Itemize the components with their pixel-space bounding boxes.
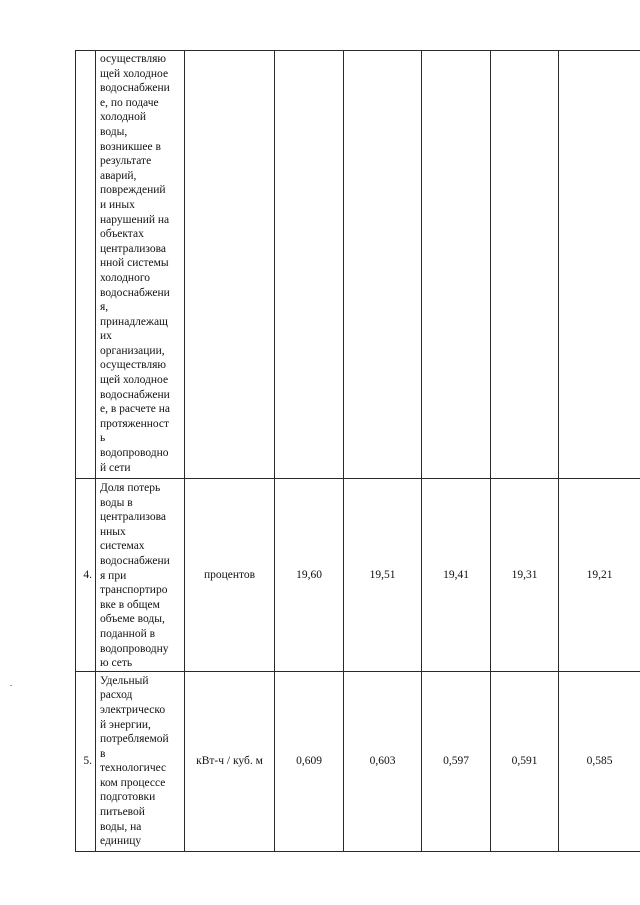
table-row xyxy=(76,51,640,479)
indicators-table xyxy=(75,50,640,852)
value-cell xyxy=(559,51,640,479)
value-cell: 19,51 xyxy=(344,479,422,672)
row-number xyxy=(76,51,96,479)
indicator-description: осуществляю щей холодное водоснабжени е, по подаче холодной воды, возникшее в результате аварий, повреждений и иных нарушений на объектах централизова нной системы холодного водоснабжени я, принадлежащ их организации, осуществляю щей холодное водоснабжени е, в расчете на протяженност ь водопроводно й сети xyxy=(96,51,185,479)
value-cell: 19,41 xyxy=(422,479,491,672)
value-cell: 0,597 xyxy=(422,671,491,851)
scan-artifact xyxy=(10,685,12,686)
indicator-description: Доля потерь воды в централизова нных системах водоснабжени я при транспортиро вке в общем объеме воды, поданной в водопроводну ю сеть xyxy=(96,479,185,672)
table-row xyxy=(76,479,640,672)
unit-cell: кВт-ч / куб. м xyxy=(185,671,275,851)
value-cell: 0,609 xyxy=(275,671,344,851)
row-number: 4. xyxy=(76,479,96,672)
table-row xyxy=(76,671,640,851)
value-cell xyxy=(491,51,559,479)
unit-cell xyxy=(185,51,275,479)
value-cell: 19,21 xyxy=(559,479,640,672)
value-cell xyxy=(422,51,491,479)
unit-cell: процентов xyxy=(185,479,275,672)
value-cell: 19,60 xyxy=(275,479,344,672)
value-cell: 19,31 xyxy=(491,479,559,672)
value-cell xyxy=(344,51,422,479)
row-number: 5. xyxy=(76,671,96,851)
value-cell: 0,585 xyxy=(559,671,640,851)
indicator-description: Удельный расход электрическо й энергии, потребляемой в технологичес ком процессе подготовки питьевой воды, на единицу xyxy=(96,671,185,851)
value-cell xyxy=(275,51,344,479)
value-cell: 0,603 xyxy=(344,671,422,851)
value-cell: 0,591 xyxy=(491,671,559,851)
